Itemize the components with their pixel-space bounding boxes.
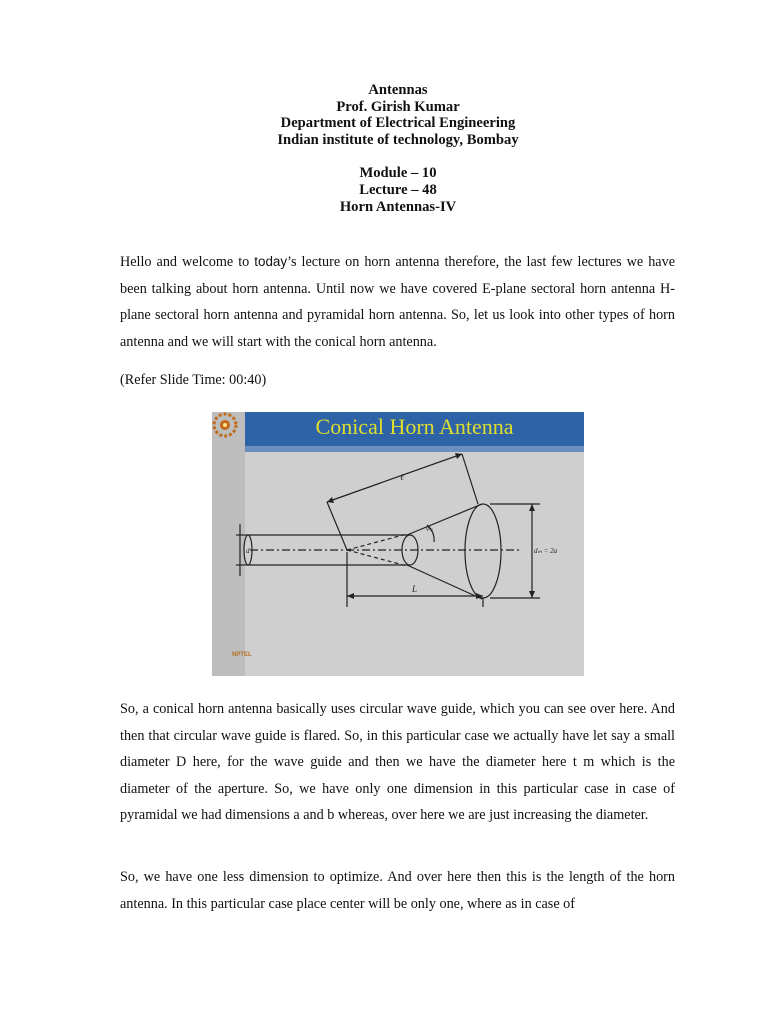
- horn-aperture: [465, 504, 501, 598]
- length-label: L: [412, 584, 418, 594]
- apex-line-bottom: [347, 550, 407, 566]
- slant-extension-left: [327, 502, 347, 550]
- half-angle-label: ψ₀: [426, 524, 433, 532]
- department-name: Department of Electrical Engineering: [280, 115, 516, 132]
- arrowhead: [327, 497, 334, 503]
- lecture-header: [0, 82, 768, 215]
- waveguide-diameter-label: d: [246, 547, 250, 555]
- horn-flare-bottom: [407, 565, 482, 599]
- intro-text-rest: ’s lecture on horn antenna therefore, the last few lectures we have been talking about horn antenna. Until now we have covered E-plane sectoral horn antenna H-plane sectoral horn antenna and pyramidal horn antenna. So, let us look into other types of horn antenna and we will start with the conical horn antenna.: [120, 254, 675, 350]
- course-title: Antennas: [368, 82, 428, 98]
- slant-dimension-line: [327, 454, 462, 502]
- continuation-paragraph: So, we have one less dimension to optimize. And over here then this is the length of the horn antenna. In this particular case place center will be only one, where as in case of: [120, 869, 675, 912]
- arrowhead: [529, 591, 535, 598]
- intro-text-start: Hello and welcome to: [120, 254, 255, 270]
- logo-text: NPTEL: [232, 652, 252, 658]
- arrowhead: [529, 504, 535, 511]
- explanation-paragraph: So, a conical horn antenna basically uses circular wave guide, which you can see over here. And then that circular wave guide is flared. So, in this particular case we actually have let say a small diameter D here, for the wave guide and then we have the diameter here t m which is the diameter of the aperture. So, we have only one dimension in this particular case in case of pyramidal we had dimensions a and b whereas, over here we are just increasing the diameter.: [120, 701, 675, 823]
- professor-name: Prof. Girish Kumar: [336, 98, 460, 115]
- intro-text-today: today: [254, 254, 288, 269]
- apex-line-top: [347, 534, 407, 550]
- arrowhead: [347, 593, 354, 599]
- aperture-diameter-label: dₘ = 2a: [534, 547, 558, 555]
- arrowhead: [455, 453, 462, 459]
- conical-horn-diagram: [212, 412, 584, 676]
- horn-flare-top: [407, 504, 482, 535]
- lecture-number: Lecture – 48: [359, 181, 437, 198]
- slant-extension-right: [462, 454, 478, 504]
- slide-title: Conical Horn Antenna: [315, 414, 514, 439]
- lecture-topic: Horn Antennas-IV: [339, 198, 457, 215]
- slide-time-reference: (Refer Slide Time: 00:40): [120, 372, 267, 388]
- nptel-logo-icon: [212, 412, 238, 438]
- slant-length-label: ℓ: [400, 472, 404, 482]
- module-number: Module – 10: [359, 165, 437, 182]
- intro-paragraph: [120, 249, 675, 355]
- institute-name: Indian institute of technology, Bombay: [277, 131, 519, 148]
- slide-image: [212, 412, 584, 676]
